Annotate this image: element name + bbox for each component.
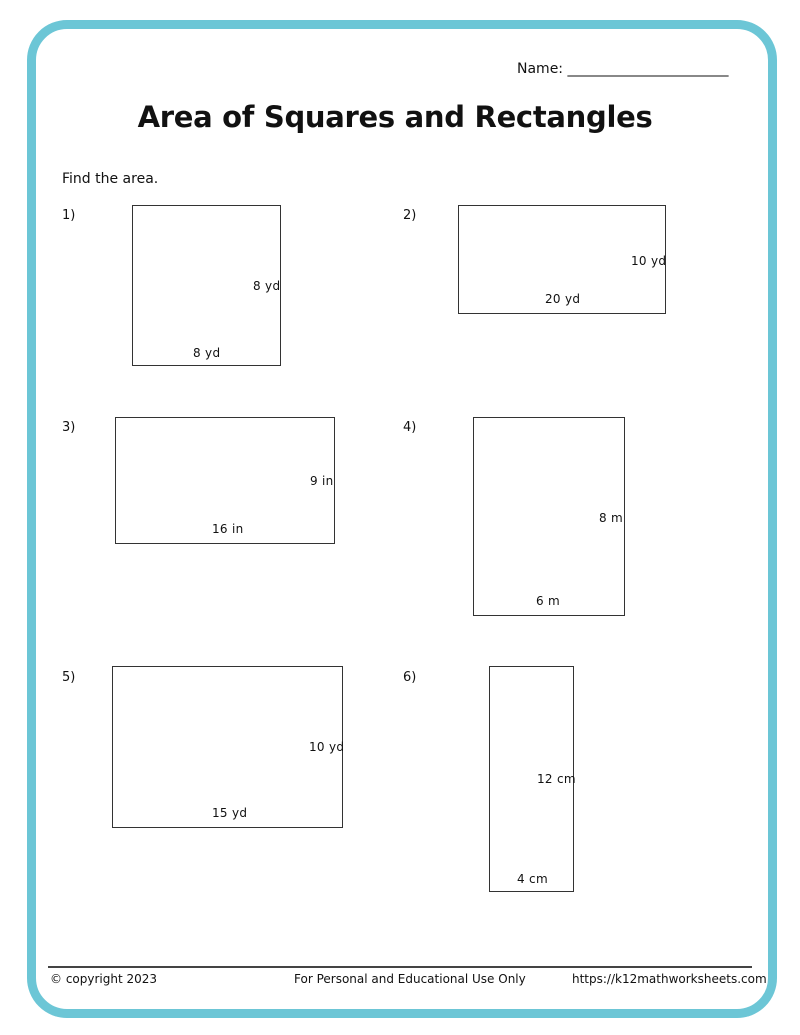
footer-copyright: © copyright 2023 [50,972,158,986]
problem-1-height-label: 8 yd [253,279,281,293]
problem-6-width-label: 4 cm [517,872,548,886]
problem-1-number: 1) [62,208,76,223]
problem-4-width-label: 6 m [536,594,561,608]
footer-divider [48,966,752,968]
problem-2-height-label: 10 yd [631,254,667,268]
problem-5-width-label: 15 yd [212,806,248,820]
instruction-text: Find the area. [62,171,159,187]
problem-3-height-label: 9 in [310,474,334,488]
footer-website-link[interactable]: https://k12mathworksheets.com [572,972,767,986]
problem-4-number: 4) [403,420,417,435]
name-field-label: Name: _______________________ [517,61,729,77]
footer-usage-note: For Personal and Educational Use Only [294,972,526,986]
problem-5-number: 5) [62,670,76,685]
problem-3-number: 3) [62,420,76,435]
problem-4-height-label: 8 m [599,511,624,525]
problem-3-width-label: 16 in [212,522,244,536]
worksheet-title: Area of Squares and Rectangles [137,100,653,134]
problem-1-width-label: 8 yd [193,346,221,360]
problem-5-height-label: 10 yd [309,740,345,754]
problem-6-number: 6) [403,670,417,685]
problem-2-number: 2) [403,208,417,223]
problem-2-width-label: 20 yd [545,292,581,306]
problem-6-height-label: 12 cm [537,772,576,786]
